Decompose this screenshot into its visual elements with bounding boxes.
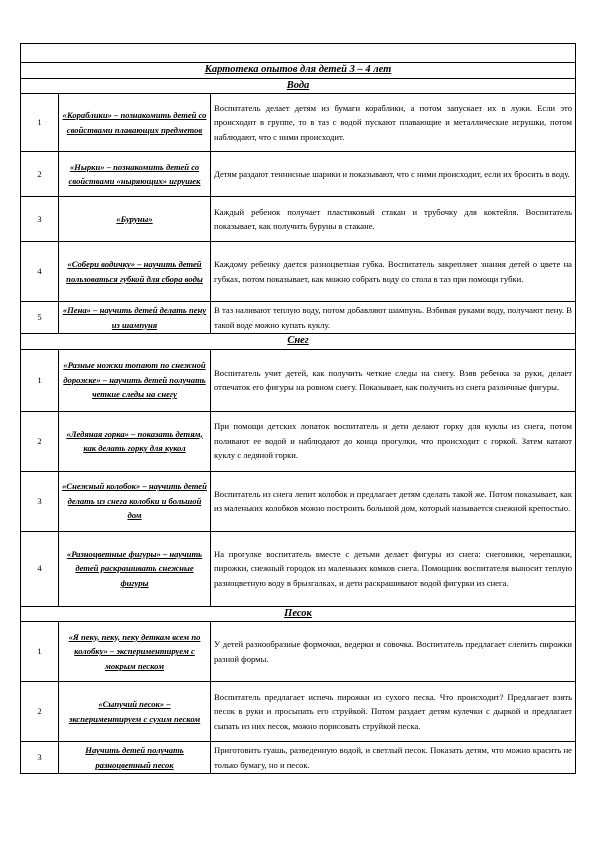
table-row <box>21 742 576 774</box>
experiment-description: На прогулке воспитатель вместе с детьми делает фигуры из снега: снеговики, черепашки, пирожки, снежный городок из маленьких комков снега. Помощник воспитателя выносит теплую разноцветную воду в брызгалках, и дети раскрашивают водой фигурки из снега. <box>211 531 576 606</box>
section-title: Вода <box>21 78 576 94</box>
experiment-topic: «Буруны» <box>59 197 211 242</box>
section-title: Снег <box>21 334 576 350</box>
table-row <box>21 197 576 242</box>
row-number: 1 <box>21 622 59 682</box>
section-header-sand <box>21 606 576 622</box>
experiment-topic: «Нырки» – познакомить детей со свойствами «ныряющих» игрушек <box>59 152 211 197</box>
experiment-topic: «Кораблики» – познакомить детей со свойствами плавающих предметов <box>59 94 211 152</box>
table-row <box>21 471 576 531</box>
experiment-topic: «Я пеку, пеку, пеку деткам всем по колобку» – экспериментируем с мокрым песком <box>59 622 211 682</box>
row-number: 2 <box>21 152 59 197</box>
experiment-description: У детей разнообразные формочки, ведерки и совочка. Воспитатель предлагает слепить пирожки разной формы. <box>211 622 576 682</box>
row-number: 1 <box>21 349 59 411</box>
row-number: 5 <box>21 302 59 334</box>
table-row <box>21 411 576 471</box>
experiment-description: Каждый ребенок получает пластиковый стакан и трубочку для коктейля. Воспитатель показывает, как получить буруны в стакане. <box>211 197 576 242</box>
table-row <box>21 349 576 411</box>
section-title: Песок <box>21 606 576 622</box>
experiment-description: Воспитатель учит детей, как получить четкие следы на снегу. Взяв ребенка за руки, делает отпечаток его фигуры на ровном снегу. Показывает, как получить из снега различные фигуры. <box>211 349 576 411</box>
experiment-topic: «Снежный колобок» – научить детей делать из снега колобки и большой дом <box>59 471 211 531</box>
experiment-topic: «Сыпучий песок» – экспериментируем с сухим песком <box>59 682 211 742</box>
row-number: 2 <box>21 411 59 471</box>
title-row <box>21 63 576 79</box>
row-number: 4 <box>21 531 59 606</box>
experiment-topic: «Пена» – научить детей делать пену из шампуня <box>59 302 211 334</box>
experiment-topic: «Ледяная горка» – показать детям, как делать горку для кукол <box>59 411 211 471</box>
blank-top-row <box>21 44 576 63</box>
page-title: Картотека опытов для детей 3 – 4 лет <box>21 63 576 79</box>
row-number: 3 <box>21 471 59 531</box>
row-number: 1 <box>21 94 59 152</box>
experiment-description: Приготовить гуашь, разведенную водой, и светлый песок. Показать детям, что можно красить не только бумагу, но и песок. <box>211 742 576 774</box>
experiment-description: При помощи детских лопаток воспитатель и дети делают горку для куклы из снега, потом поливают ее водой и наблюдают до конца прогулки, что происходит с горкой. Затем катают куклу с ледяной горки. <box>211 411 576 471</box>
table-row <box>21 242 576 302</box>
table-row <box>21 682 576 742</box>
experiment-description: Воспитатель предлагает испечь пирожки из сухого песка. Что происходит? Предлагает взять песок в руки и просыпать его струйкой. Потом раздает детям кулечки с дыркой и предлагает сыпать из них песок, можно порисовать струйкой песка. <box>211 682 576 742</box>
table-row <box>21 152 576 197</box>
experiment-description: Воспитатель из снега лепит колобок и предлагает детям сделать такой же. Потом показывает, как из маленьких колобков можно построить большой дом, который называется снежной крепостью. <box>211 471 576 531</box>
experiment-topic: «Собери водичку» – научить детей пользоваться губкой для сбора воды <box>59 242 211 302</box>
experiments-card-table <box>20 43 576 774</box>
row-number: 2 <box>21 682 59 742</box>
experiment-description: В таз наливают теплую воду, потом добавляют шампунь. Взбивая руками воду, получают пену. В такой воде можно купать куклу. <box>211 302 576 334</box>
row-number: 3 <box>21 742 59 774</box>
table-row <box>21 94 576 152</box>
experiment-topic: Научить детей получать разноцветный песок <box>59 742 211 774</box>
table-row <box>21 302 576 334</box>
table-row <box>21 531 576 606</box>
section-header-snow <box>21 334 576 350</box>
table-row <box>21 622 576 682</box>
experiment-topic: «Разноцветные фигуры» – научить детей раскрашивать снежные фигуры <box>59 531 211 606</box>
experiment-description: Детям раздают теннисные шарики и показывают, что с ними происходит, если их бросить в воду. <box>211 152 576 197</box>
row-number: 4 <box>21 242 59 302</box>
experiment-description: Каждому ребенку дается разноцветная губка. Воспитатель закрепляет знания детей о цвете на губках, потом показывает, как можно собрать воду со стола в таз при помощи губки. <box>211 242 576 302</box>
experiment-topic: «Разные ножки топают по снежной дорожке» – научить детей получать четкие следы на снегу <box>59 349 211 411</box>
row-number: 3 <box>21 197 59 242</box>
section-header-water <box>21 78 576 94</box>
experiment-description: Воспитатель делает детям из бумаги кораблики, а потом запускает их в лужи. Если это происходит в группе, то в таз с водой пускают плавающие и металлические игрушки, потом наблюдают, что с ними происходит. <box>211 94 576 152</box>
